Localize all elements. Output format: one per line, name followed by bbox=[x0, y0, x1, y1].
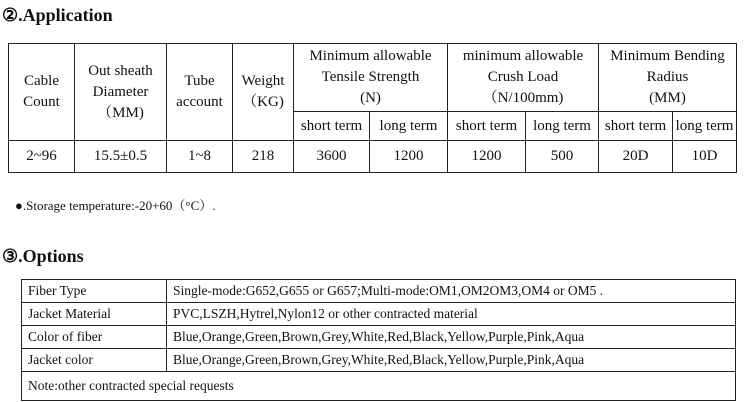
option-value: Blue,Orange,Green,Brown,Grey,White,Red,Black,Yellow,Purple,Pink,Aqua bbox=[167, 349, 736, 372]
crush-long-term: long term bbox=[526, 112, 599, 141]
header-bending-radius: Minimum Bending Radius (MM) bbox=[599, 44, 737, 112]
value-crush-long: 500 bbox=[526, 141, 599, 173]
header-weight: Weight （KG) bbox=[233, 44, 294, 141]
header-cable-count: Cable Count bbox=[9, 44, 75, 141]
header-out-sheath-diameter: Out sheath Diameter （MM) bbox=[75, 44, 167, 141]
value-bending-long: 10D bbox=[673, 141, 737, 173]
option-row-color-of-fiber bbox=[22, 326, 736, 349]
option-label: Fiber Type bbox=[22, 280, 167, 303]
option-value: PVC,LSZH,Hytrel,Nylon12 or other contracted material bbox=[167, 303, 736, 326]
value-tensile-short: 3600 bbox=[294, 141, 370, 173]
bending-short-term: short term bbox=[599, 112, 673, 141]
option-row-fiber-type bbox=[22, 280, 736, 303]
option-value: Single-mode:G652,G655 or G657;Multi-mode:OM1,OM2OM3,OM4 or OM5 . bbox=[167, 280, 736, 303]
application-spec-table bbox=[8, 43, 737, 173]
crush-short-term: short term bbox=[448, 112, 526, 141]
option-row-jacket-material bbox=[22, 303, 736, 326]
option-row-jacket-color bbox=[22, 349, 736, 372]
option-label: Jacket color bbox=[22, 349, 167, 372]
header-tube-account: Tube account bbox=[167, 44, 233, 141]
option-row-note bbox=[22, 372, 736, 401]
options-note: Note:other contracted special requests bbox=[22, 372, 736, 401]
options-table bbox=[21, 279, 736, 401]
header-tensile-strength: Minimum allowable Tensile Strength (N) bbox=[294, 44, 448, 112]
value-cable-count: 2~96 bbox=[9, 141, 75, 173]
tensile-short-term: short term bbox=[294, 112, 370, 141]
bending-long-term: long term bbox=[673, 112, 737, 141]
header-crush-load: minimum allowable Crush Load （N/100mm) bbox=[448, 44, 599, 112]
value-weight: 218 bbox=[233, 141, 294, 173]
value-crush-short: 1200 bbox=[448, 141, 526, 173]
storage-temperature-note: ●.Storage temperature:-20+60（°C）. bbox=[15, 198, 216, 213]
option-label: Jacket Material bbox=[22, 303, 167, 326]
spec-header-row bbox=[9, 44, 737, 112]
tensile-long-term: long term bbox=[370, 112, 448, 141]
option-value: Blue,Orange,Green,Brown,Grey,White,Red,Black,Yellow,Purple,Pink,Aqua bbox=[167, 326, 736, 349]
spec-data-row bbox=[9, 141, 737, 173]
value-bending-short: 20D bbox=[599, 141, 673, 173]
application-heading: ②.Application bbox=[2, 5, 113, 25]
value-tensile-long: 1200 bbox=[370, 141, 448, 173]
value-tube-account: 1~8 bbox=[167, 141, 233, 173]
option-label: Color of fiber bbox=[22, 326, 167, 349]
value-out-sheath-diameter: 15.5±0.5 bbox=[75, 141, 167, 173]
options-heading: ③.Options bbox=[2, 246, 84, 266]
